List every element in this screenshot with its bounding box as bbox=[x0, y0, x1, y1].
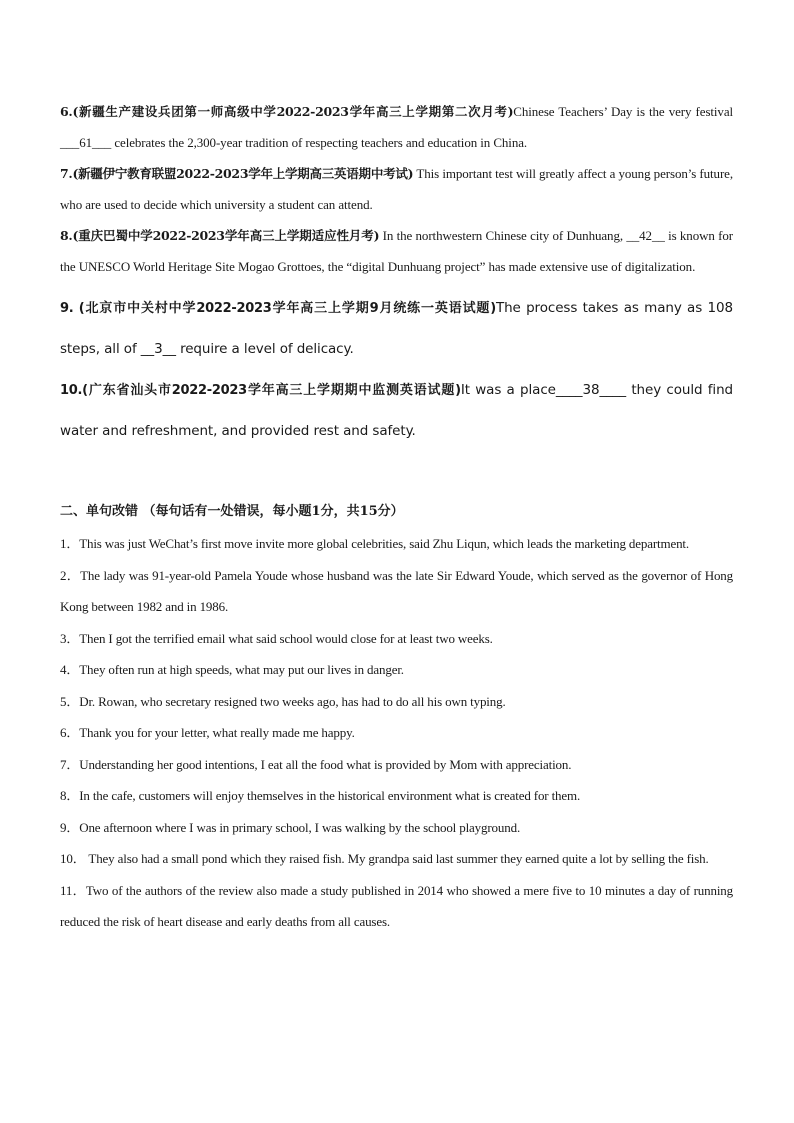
correction-item-6: 6．Thank you for your letter, what really made me happy. bbox=[60, 725, 355, 740]
question-8 bbox=[60, 220, 733, 282]
question-number: 8. bbox=[60, 228, 73, 243]
question-source: (广东省汕头市2022-2023学年高三上学期期中监测英语试题) bbox=[82, 383, 461, 398]
correction-item-7: 7．Understanding her good intentions, I eat all the food what is provided by Mom with appreciation. bbox=[60, 756, 572, 772]
page-content bbox=[60, 96, 733, 938]
question-source: (北京市中关村中学2022-2023学年高三上学期9月统练一英语试题) bbox=[78, 301, 496, 316]
correction-item-9: 9．One afternoon where I was in primary school, I was walking by the school playground. bbox=[60, 819, 521, 835]
correction-item-11: 11．Two of the authors of the review also made a study published in 2014 who showed a mere five to 10 minutes a day of running reduced the risk of heart disease and early deaths from all causes. bbox=[60, 882, 733, 929]
question-number: 9. bbox=[60, 301, 79, 316]
correction-item-5: 5．Dr. Rowan, who secretary resigned two weeks ago, has had to do all his own typing. bbox=[60, 693, 506, 709]
correction-item-3: 3．Then I got the terrified email what said school would close for at least two weeks. bbox=[60, 630, 493, 646]
question-source: (重庆巴蜀中学2022-2023学年高三上学期适应性月考) bbox=[72, 228, 380, 243]
question-text: This important test will greatly affect a young person’s future, who are used to decide which university a student can attend. bbox=[60, 166, 734, 212]
question-text: It was a place____38____ they could find water and refreshment, and provided rest and safety. bbox=[60, 382, 733, 439]
question-6 bbox=[60, 96, 733, 158]
question-number: 7. bbox=[60, 166, 73, 181]
spacer bbox=[60, 452, 733, 496]
correction-item-10: 10． They also had a small pond which they raised fish. My grandpa said last summer they earned quite a lot by selling the fish. bbox=[60, 851, 709, 866]
question-number: 6. bbox=[60, 104, 73, 119]
question-text: In the northwestern Chinese city of Dunhuang, __42__ is known for the UNESCO World Heritage Site Mogao Grottoes, the “digital Dunhuang project” has made extensive use of digitalization. bbox=[60, 228, 733, 274]
correction-item-2: 2．The lady was 91-year-old Pamela Youde whose husband was the late Sir Edward Youde, which served as the governor of Hong Kong between 1982 and in 1986. bbox=[60, 567, 733, 614]
question-text: Chinese Teachers’ Day is the very festival ___61___ celebrates the 2,300-year tradition of respecting teachers and education in China. bbox=[60, 104, 734, 150]
question-source: (新疆伊宁教育联盟2022-2023学年上学期高三英语期中考试) bbox=[72, 166, 414, 181]
question-10 bbox=[60, 370, 733, 452]
section-title: 二、单句改错 （每句话有一处错误，每小题1分，共15分） bbox=[60, 504, 404, 519]
question-number: 10. bbox=[60, 383, 83, 398]
correction-item-4: 4．They often run at high speeds, what may put our lives in danger. bbox=[60, 662, 404, 677]
question-7 bbox=[60, 158, 733, 220]
question-9 bbox=[60, 288, 733, 370]
correction-item-8: 8．In the cafe, customers will enjoy themselves in the historical environment what is created for them. bbox=[60, 788, 581, 803]
question-text: The process takes as many as 108 steps, all of __3__ require a level of delicacy. bbox=[60, 300, 733, 357]
correction-item-1: 1．This was just WeChat’s first move invite more global celebrities, said Zhu Liqun, which leads the marketing department. bbox=[60, 536, 689, 551]
question-source: (新疆生产建设兵团第一师高级中学2022-2023学年高三上学期第二次月考) bbox=[72, 104, 514, 119]
